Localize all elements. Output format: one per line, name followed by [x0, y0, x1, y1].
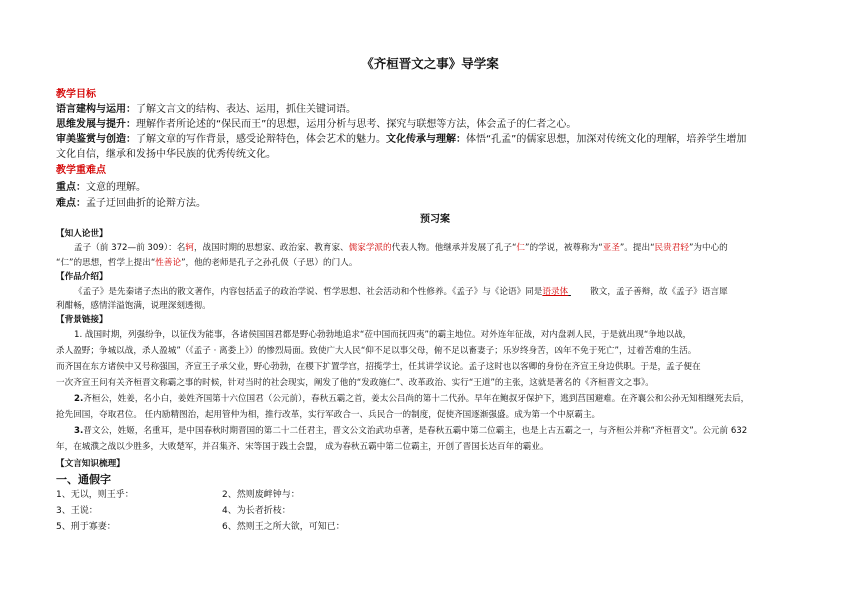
goal-aesthetic-text: 了解文章的写作背景，感受论辩特色，体会艺术的魅力。: [136, 134, 386, 145]
author-text: ”，他的老师是孔子之孙孔伋（子思）的门人。: [181, 258, 358, 268]
author-text: ”的学说，被尊称为“: [525, 243, 603, 253]
item-3: 3、王说：: [56, 506, 98, 516]
background-3-line-2: 年，在城濮之战以少胜多，大败楚军，并召集齐、宋等国于践土会盟， 成为春秋五霸中第二位霸主，开创了晋国长达百年的霸业。: [56, 442, 549, 452]
item-6: 6、然则王之所大欲，可知已：: [222, 522, 345, 532]
goal-language: [56, 103, 814, 117]
author-line-2: [56, 257, 814, 270]
document-title: 《齐桓晋文之事》导学案: [361, 56, 499, 71]
difficult-point: [56, 197, 814, 211]
works-heading: 【作品介绍】: [56, 272, 108, 282]
knowledge-heading: 【文言知识梳理】: [56, 459, 125, 469]
works-text: 散文，孟子善辩，故《孟子》语言犀: [590, 287, 728, 297]
author-name-answer: 轲: [185, 243, 194, 253]
goals-heading: 教学目标: [56, 89, 96, 100]
author-text: “仁”的思想，哲学上提出“: [56, 258, 156, 268]
author-text: ，战国时期的思想家、政治家、教育家、: [193, 243, 349, 253]
author-text: ”为中心的: [688, 243, 728, 253]
keypoints-heading: 教学重难点: [56, 165, 106, 176]
author-text: 代表人物。他继承并发展了孔子“: [391, 243, 517, 253]
item-1: 1、无以，则王乎：: [56, 490, 134, 500]
goal-culture-text: 体悟“孔孟”的儒家思想，加深对传统文化的理解，培养学生增加: [466, 134, 747, 145]
background-3-line-1: [56, 425, 814, 438]
works-blank-underline: [568, 286, 590, 299]
goal-thinking-label: 思维发展与提升：: [56, 119, 136, 130]
author-title-answer: 亚圣: [602, 243, 620, 253]
background-2-text: 齐桓公，姓姜，名小白，姜姓齐国第十六位国君（公元前），春秋五霸之首，姜太公吕尚的第十二代孙。早年在鲍叔牙保护下，逃到莒国避难。在齐襄公和公孙无知相继死去后，: [83, 394, 750, 404]
author-text: 孟子（前 372—前 309）：名: [74, 243, 186, 253]
works-genre-answer: 语录体: [542, 287, 569, 297]
item-4: 4、为长者折枝：: [222, 506, 291, 516]
background-3-number: 3.: [74, 426, 84, 436]
author-idea-answer: 民贵君轻: [654, 243, 689, 253]
item-5: 5、刑于寡妻：: [56, 522, 116, 532]
goal-language-text: 了解文言文的结构、表达、运用，抓住关键词语。: [136, 104, 356, 115]
background-1-line-4: 一次齐宣王问有关齐桓晋文称霸之事的时候，针对当时的社会现实，阐发了他的“发政施仁”、改革政治、实行“王道”的主张，这就是著名的《齐桓晋文之事》。: [56, 378, 654, 388]
background-2-number: 2.: [74, 394, 84, 404]
goal-thinking-text: 理解作者所论述的“保民而王”的思想，运用分析与思考、探究与联想等方法，体会孟子的仁者之心。: [136, 119, 577, 130]
author-text: ”。提出“: [619, 243, 655, 253]
author-line-1: [56, 242, 814, 255]
goal-language-label: 语言建构与运用：: [56, 104, 136, 115]
background-1-line-2: 杀人盈野；争城以战，杀人盈城”（《孟子 · 离娄上》）的惨烈局面。致使广大人民“仰不足以事父母，俯不足以畜妻子；乐岁终身苦，凶年不免于死亡”，过着苦难的生活。: [56, 346, 697, 356]
works-line-1: [56, 286, 814, 299]
background-1-line-3: 而齐国在东方诸侯中又号称强国，齐宣王子承父业，野心勃勃，在稷下扩置学宫，招揽学士，任其讲学议论。孟子这时也以客卿的身份在齐宣王身边供职。于是，孟子便在: [56, 362, 701, 372]
background-heading: 【背景链接】: [56, 315, 108, 325]
difficult-point-label: 难点：: [56, 198, 86, 209]
key-point-text: 文意的理解。: [86, 182, 146, 193]
key-point-label: 重点：: [56, 182, 86, 193]
difficult-point-text: 孟子迂回曲折的论辩方法。: [86, 198, 206, 209]
section-tongjiazi-heading: 一、通假字: [56, 473, 111, 486]
goal-aesthetic-label: 审美鉴赏与创造：: [56, 134, 136, 145]
preview-heading: 预习案: [420, 214, 450, 225]
goal-aesthetic: [56, 133, 814, 147]
background-2-line-2: 抢先回国，夺取君位。 任内励精图治，起用管仲为相，推行改革，实行军政合一、兵民合一的制度，促使齐国逐渐强盛。成为第一个中原霸主。: [56, 410, 601, 420]
author-school-answer: 儒家学派的: [348, 243, 392, 253]
background-2-line-1: [56, 393, 814, 406]
works-text: 《孟子》是先秦诸子杰出的散文著作，内容包括孟子的政治学说、哲学思想、社会活动和个性修养。《孟子》与《论语》同是: [74, 287, 543, 297]
author-philosophy-answer: 性善论: [155, 258, 182, 268]
goal-culture-continued: 文化自信，继承和发扬中华民族的优秀传统文化。: [56, 149, 276, 160]
goal-thinking: [56, 118, 814, 132]
background-1-line-1: 1. 战国时期，列强纷争，以征伐为能事，各诸侯国国君都是野心勃勃地追求“莅中国而抚四夷”的霸主地位。对外连年征战，对内盘剥人民，于是就出现“争地以战，: [74, 330, 692, 340]
background-3-text: 晋文公，姓姬，名重耳，是中国春秋时期晋国的第二十二任君主，晋文公文治武功卓著，是春秋五霸中第二位霸主，也是上古五霸之一，与齐桓公并称“齐桓晋文”。公元前 632: [83, 426, 748, 436]
item-2: 2、然则废衅钟与：: [222, 490, 300, 500]
goal-culture-label: 文化传承与理解：: [386, 134, 466, 145]
key-point: [56, 181, 814, 195]
author-ren-answer: 仁: [516, 243, 525, 253]
works-line-2: 利酣畅，感情洋溢饱满，说理深刻透彻。: [56, 301, 211, 311]
author-heading: 【知人论世】: [56, 229, 108, 239]
